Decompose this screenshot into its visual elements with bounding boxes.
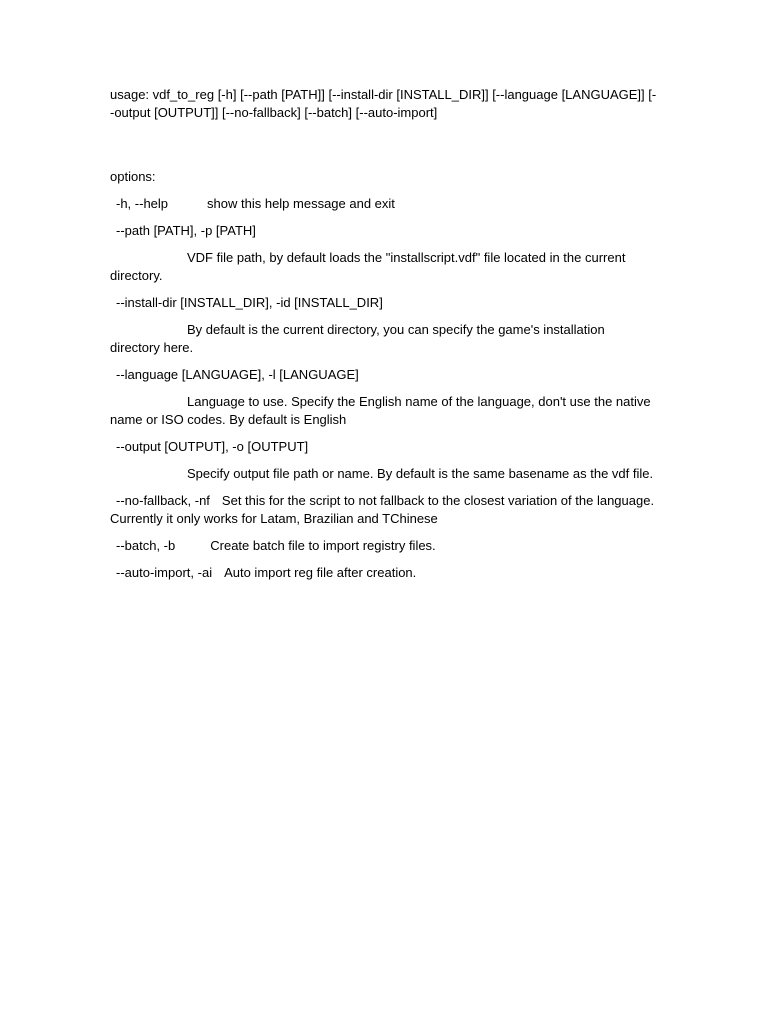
option-batch-flag: --batch, -b [116, 538, 176, 553]
option-help-desc: show this help message and exit [207, 196, 395, 211]
blank-space [110, 122, 658, 168]
option-auto-import-flag: --auto-import, -ai [116, 565, 213, 580]
option-help-flag: -h, --help [116, 196, 169, 211]
option-install-dir-flag: --install-dir [INSTALL_DIR], -id [INSTALL_DIR] [116, 295, 383, 310]
option-auto-import [110, 564, 658, 582]
option-language-flag: --language [LANGUAGE], -l [LANGUAGE] [116, 367, 359, 382]
option-batch [110, 537, 658, 555]
option-no-fallback-flag: --no-fallback, -nf [116, 493, 210, 508]
option-no-fallback-desc: Set this for the script to not fallback to the closest variation of the language. Currently it only works for Latam, Brazilian and TChinese [110, 493, 658, 526]
option-path-flag: --path [PATH], -p [PATH] [116, 223, 256, 238]
option-path-desc: VDF file path, by default loads the "installscript.vdf" file located in the current directory. [110, 250, 630, 283]
option-output-flag: --output [OUTPUT], -o [OUTPUT] [116, 439, 309, 454]
option-auto-import-desc: Auto import reg file after creation. [224, 565, 417, 580]
option-help [110, 195, 658, 213]
option-batch-desc: Create batch file to import registry files. [210, 538, 436, 553]
usage-line: usage: vdf_to_reg [-h] [--path [PATH]] [--install-dir [INSTALL_DIR]] [--language [LANGUAGE]] [--output [OUTPUT]] [--no-fallback] [--batch] [--auto-import] [110, 87, 657, 120]
option-no-fallback [110, 492, 658, 528]
option-language-desc: Language to use. Specify the English name of the language, don't use the native name or ISO codes. By default is English [110, 394, 655, 427]
help-text-body [110, 86, 658, 591]
option-install-dir-desc: By default is the current directory, you can specify the game's installation directory here. [110, 322, 609, 355]
option-output-desc: Specify output file path or name. By default is the same basename as the vdf file. [187, 466, 654, 481]
options-heading: options: [110, 169, 156, 184]
